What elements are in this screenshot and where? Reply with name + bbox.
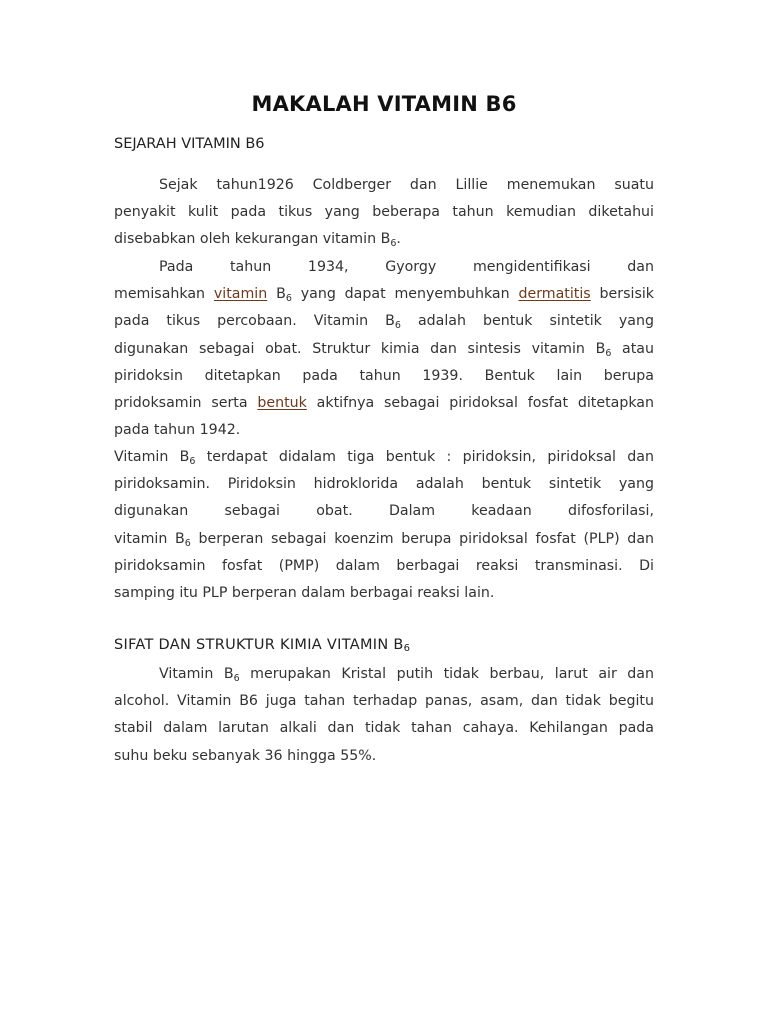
paragraph-line: Sejak tahun1926 Coldberger dan Lillie menemukan suatu bbox=[159, 177, 654, 193]
paragraph-line: Vitamin $B_6$ terdapat didalam tiga bentuk : piridoksin, piridoksal dan bbox=[114, 449, 654, 467]
paragraph-line: vitamin $B_6$ berperan sebagai koenzim berupa piridoksal fosfat (PLP) dan bbox=[114, 530, 654, 549]
paragraph-line: piridoksin ditetapkan pada tahun 1939. Bentuk lain berupa bbox=[114, 367, 654, 384]
link-dermatitis[interactable]: dermatitis bbox=[518, 286, 591, 303]
section-heading-sifat: SIFAT DAN STRUKTUR KIMIA VITAMIN $B_6$ bbox=[114, 637, 411, 654]
paragraph-line: suhu beku sebanyak 36 hingga 55%. bbox=[114, 747, 377, 764]
paragraph-line: piridoksamin fosfat (PMP) dalam berbagai reaksi transminasi. Di bbox=[114, 557, 654, 574]
paragraph-line: penyakit kulit pada tikus yang beberapa tahun kemudian diketahui bbox=[114, 204, 654, 221]
paragraph-line: pridoksamin serta bentuk aktifnya sebagai piridoksal fosfat ditetapkan bbox=[114, 394, 654, 411]
paragraph-line: alcohol. Vitamin B6 juga tahan terhadap panas, asam, dan tidak begitu bbox=[114, 693, 654, 710]
paragraph-line: pada tahun 1942. bbox=[114, 422, 241, 439]
paragraph-line: Pada tahun 1934, Gyorgy mengidentifikasi dan bbox=[159, 259, 654, 275]
section-heading-sejarah: SEJARAH VITAMIN B6 bbox=[114, 136, 265, 152]
paragraph-line: memisahkan vitamin $B_6$ yang dapat menyembuhkan dermatitis bersisik bbox=[114, 286, 655, 305]
paragraph-2 bbox=[114, 254, 654, 444]
paragraph-line: digunakan sebagai obat. Dalam keadaan difosforilasi, bbox=[114, 503, 654, 520]
paragraph-line: samping itu PLP berperan dalam berbagai reaksi lain. bbox=[114, 584, 495, 601]
paragraph-line: pada tikus percobaan. Vitamin $B_6$ adalah bentuk sintetik yang bbox=[114, 313, 654, 332]
paragraph-line: piridoksamin. Piridoksin hidroklorida adalah bentuk sintetik yang bbox=[114, 476, 654, 493]
paragraph-line: stabil dalam larutan alkali dan tidak tahan cahaya. Kehilangan pada bbox=[114, 720, 654, 737]
link-vitamin[interactable]: vitamin bbox=[213, 286, 268, 303]
paragraph-3 bbox=[114, 444, 654, 607]
paragraph-line: disebabkan oleh kekurangan vitamin $B_6$. bbox=[114, 231, 401, 250]
link-bentuk[interactable]: bentuk bbox=[257, 394, 307, 411]
paragraph-4 bbox=[114, 661, 654, 770]
paragraph-line: Vitamin $B_6$ merupakan Kristal putih tidak berbau, larut air dan bbox=[159, 666, 654, 684]
paragraph-line: digunakan sebagai obat. Struktur kimia dan sintesis vitamin $B_6$ atau bbox=[114, 340, 654, 359]
paragraph-1 bbox=[114, 172, 654, 254]
document-title: MAKALAH VITAMIN B6 bbox=[251, 92, 517, 116]
